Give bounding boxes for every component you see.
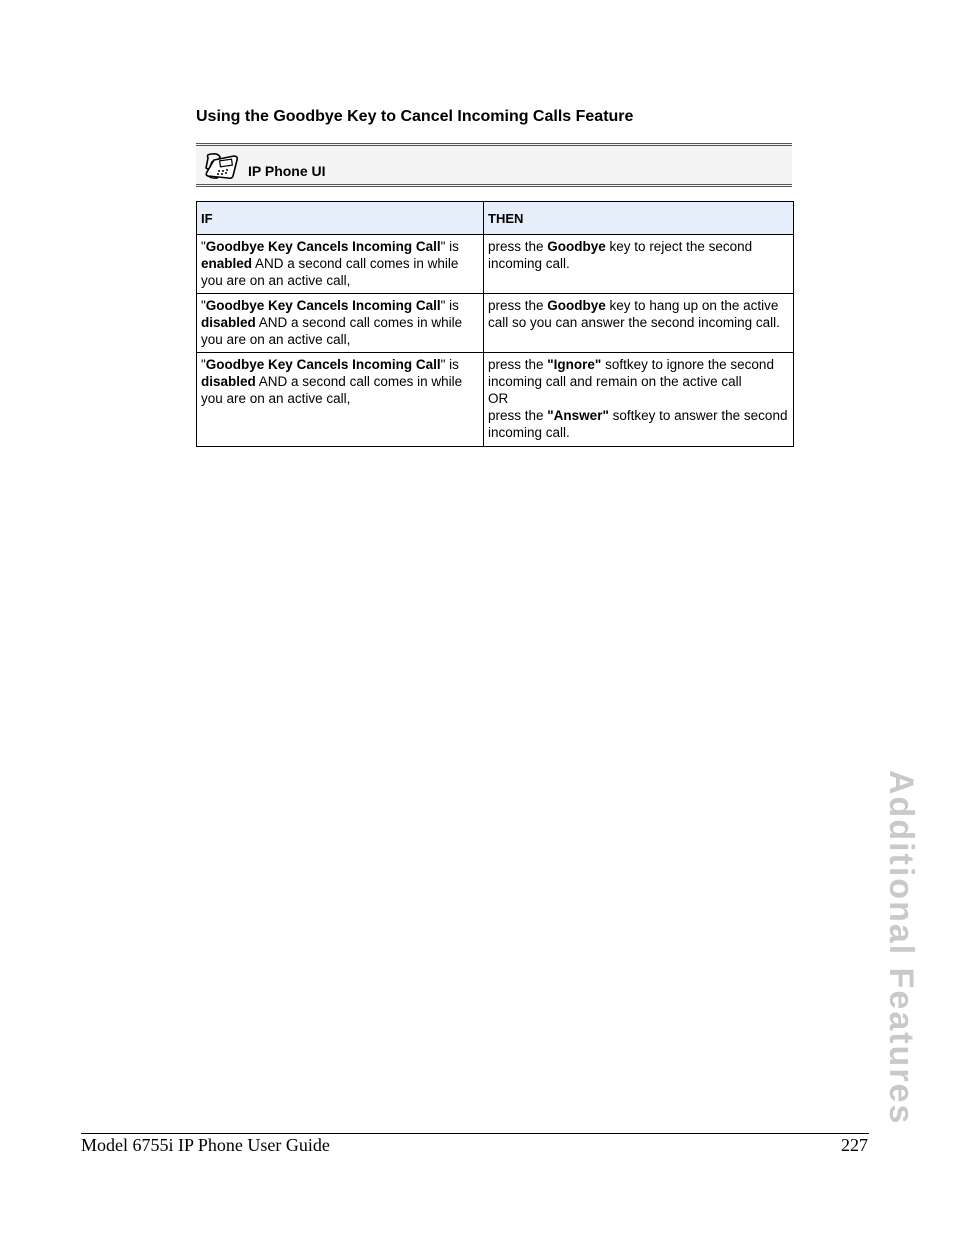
table-header-row bbox=[197, 202, 794, 235]
section-heading: Using the Goodbye Key to Cancel Incoming Calls Feature bbox=[196, 108, 634, 125]
if-cell: "Goodbye Key Cancels Incoming Call" is disabled AND a second call comes in while you are on an active call, bbox=[197, 353, 484, 447]
table-row bbox=[197, 235, 794, 294]
phone-icon bbox=[204, 152, 240, 180]
if-then-table bbox=[196, 201, 794, 447]
or-separator: OR bbox=[488, 391, 509, 406]
softkey-name: "Answer" bbox=[547, 408, 609, 423]
column-header-if: IF bbox=[197, 202, 484, 235]
footer-rule bbox=[81, 1133, 869, 1134]
column-header-then: THEN bbox=[484, 202, 794, 235]
side-tab-label: Additional Features bbox=[882, 770, 920, 1126]
softkey-name: "Ignore" bbox=[547, 357, 602, 372]
feature-name: Goodbye Key Cancels Incoming Call bbox=[205, 357, 441, 372]
feature-state: disabled bbox=[201, 374, 256, 389]
side-tab bbox=[879, 770, 920, 1126]
footer-guide-title: Model 6755i IP Phone User Guide bbox=[81, 1135, 330, 1155]
if-cell: "Goodbye Key Cancels Incoming Call" is enabled AND a second call comes in while you are on an active call, bbox=[197, 235, 484, 294]
banner-label: IP Phone UI bbox=[248, 163, 326, 179]
table-row bbox=[197, 294, 794, 353]
feature-name: Goodbye Key Cancels Incoming Call bbox=[205, 239, 441, 254]
feature-state: enabled bbox=[201, 256, 253, 271]
key-name: Goodbye bbox=[547, 239, 606, 254]
footer-page-number: 227 bbox=[841, 1135, 868, 1155]
if-cell: "Goodbye Key Cancels Incoming Call" is disabled AND a second call comes in while you are on an active call, bbox=[197, 294, 484, 353]
ip-phone-ui-banner bbox=[196, 143, 792, 187]
then-cell: press the Goodbye key to hang up on the active call so you can answer the second incoming call. bbox=[484, 294, 794, 353]
feature-name: Goodbye Key Cancels Incoming Call bbox=[205, 298, 441, 313]
then-cell: press the "Ignore" softkey to ignore the second incoming call and remain on the active call OR press the "Answer" softkey to answer the second incoming call. bbox=[484, 353, 794, 447]
key-name: Goodbye bbox=[547, 298, 606, 313]
table-row bbox=[197, 353, 794, 447]
feature-state: disabled bbox=[201, 315, 256, 330]
then-cell: press the Goodbye key to reject the second incoming call. bbox=[484, 235, 794, 294]
